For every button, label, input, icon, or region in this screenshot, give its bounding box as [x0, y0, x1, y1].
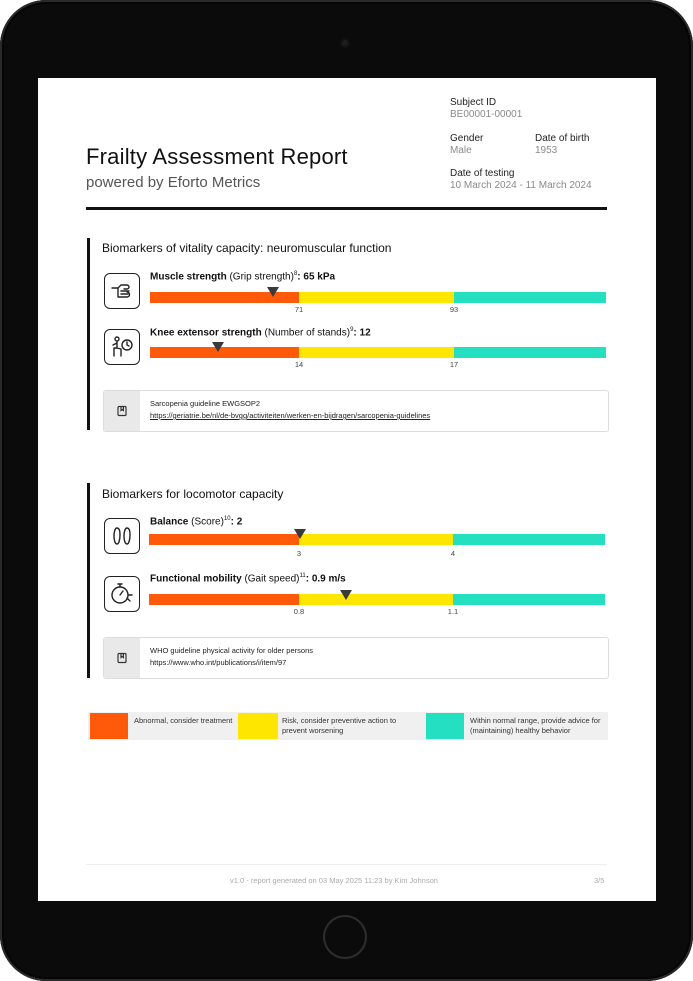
report-title: Frailty Assessment Report [86, 144, 348, 169]
gait-speed-icon [104, 576, 140, 612]
score-marker [267, 287, 279, 297]
risk-range [299, 534, 453, 545]
risk-range [299, 594, 453, 605]
score-marker [294, 529, 306, 539]
normal-range [454, 347, 606, 358]
normal-range [453, 534, 605, 545]
reference-title: WHO guideline physical activity for older persons [150, 646, 313, 655]
dob-value: 1953 [535, 145, 558, 156]
section-accent-bar [87, 483, 90, 678]
report-page [38, 78, 656, 901]
normal-range [453, 594, 605, 605]
risk-range [299, 292, 454, 303]
threshold-label: 17 [449, 360, 459, 369]
score-bar [150, 292, 606, 303]
hand-grip-icon [104, 273, 140, 309]
risk-range [299, 347, 454, 358]
testing-date-label: Date of testing [450, 168, 515, 179]
threshold-label: 3 [296, 549, 302, 558]
page-number: 3/5 [594, 876, 605, 885]
normal-range [454, 292, 606, 303]
abnormal-range [149, 534, 299, 545]
header-divider [86, 207, 607, 210]
biomarker-balance: Balance (Score)$^{10}$: 2 [150, 516, 243, 528]
legend-text-abnormal: Abnormal, consider treatment [134, 716, 233, 725]
front-camera [340, 38, 350, 48]
biomarker-knee-extensor-strength: Knee extensor strength (Number of stands)$^9$: 12 [150, 327, 371, 339]
gender-value: Male [450, 145, 472, 156]
sit-to-stand-icon [104, 329, 140, 365]
report-subtitle: powered by Eforto Metrics [86, 174, 261, 191]
book-icon [104, 391, 140, 431]
section-title-vitality: Biomarkers of vitality capacity: neuromuscular function [102, 241, 392, 255]
reference-link[interactable]: https://geriatrie.be/nl/de-bvgg/activiteiten/werken-en-bijdragen/sarcopenia-guidelines [150, 411, 431, 420]
testing-date-value: 10 March 2024 - 11 March 2024 [450, 180, 592, 191]
book-icon [104, 638, 140, 678]
reference-title: Sarcopenia guideline EWGSOP2 [150, 399, 261, 408]
section-accent-bar [87, 238, 90, 430]
threshold-label: 93 [449, 305, 459, 314]
footprints-icon [104, 518, 140, 554]
legend-text-normal: Within normal range, provide advice for (maintaining) healthy behavior [470, 716, 601, 735]
threshold-label: 71 [294, 305, 304, 314]
score-bar [149, 594, 605, 605]
footer-generated: v1.0 - report generated on 03 May 2025 11:23 by Kim Johnson [230, 876, 438, 885]
score-marker [212, 342, 224, 352]
threshold-label: 1.1 [447, 607, 459, 616]
abnormal-range [149, 594, 299, 605]
legend-swatch-risk [238, 713, 278, 739]
threshold-label: 0.8 [293, 607, 305, 616]
biomarker-functional-mobility: Functional mobility (Gait speed)$^{11}$: 0.9 m/s [150, 573, 346, 585]
home-button[interactable] [325, 917, 365, 957]
threshold-label: 4 [450, 549, 456, 558]
color-legend [88, 712, 608, 740]
subject-id-label: Subject ID [450, 97, 497, 108]
score-bar [149, 534, 605, 545]
dob-label: Date of birth [535, 133, 590, 144]
abnormal-range [150, 347, 299, 358]
threshold-label: 14 [294, 360, 304, 369]
section-title-locomotor: Biomarkers for locomotor capacity [102, 487, 284, 501]
reference-box [103, 390, 609, 432]
legend-text-risk: Risk, consider preventive action to prevent worsening [282, 716, 397, 735]
gender-label: Gender [450, 133, 484, 144]
reference-box [103, 637, 609, 679]
subject-id-value: BE00001-00001 [450, 109, 523, 120]
legend-swatch-abnormal [90, 713, 128, 739]
reference-link[interactable]: https://www.who.int/publications/i/item/97 [150, 658, 287, 667]
legend-swatch-normal [426, 713, 464, 739]
score-marker [340, 590, 352, 600]
biomarker-muscle-strength: Muscle strength (Grip strength)$^8$: 65 kPa [150, 271, 336, 283]
footer-divider [86, 864, 607, 865]
